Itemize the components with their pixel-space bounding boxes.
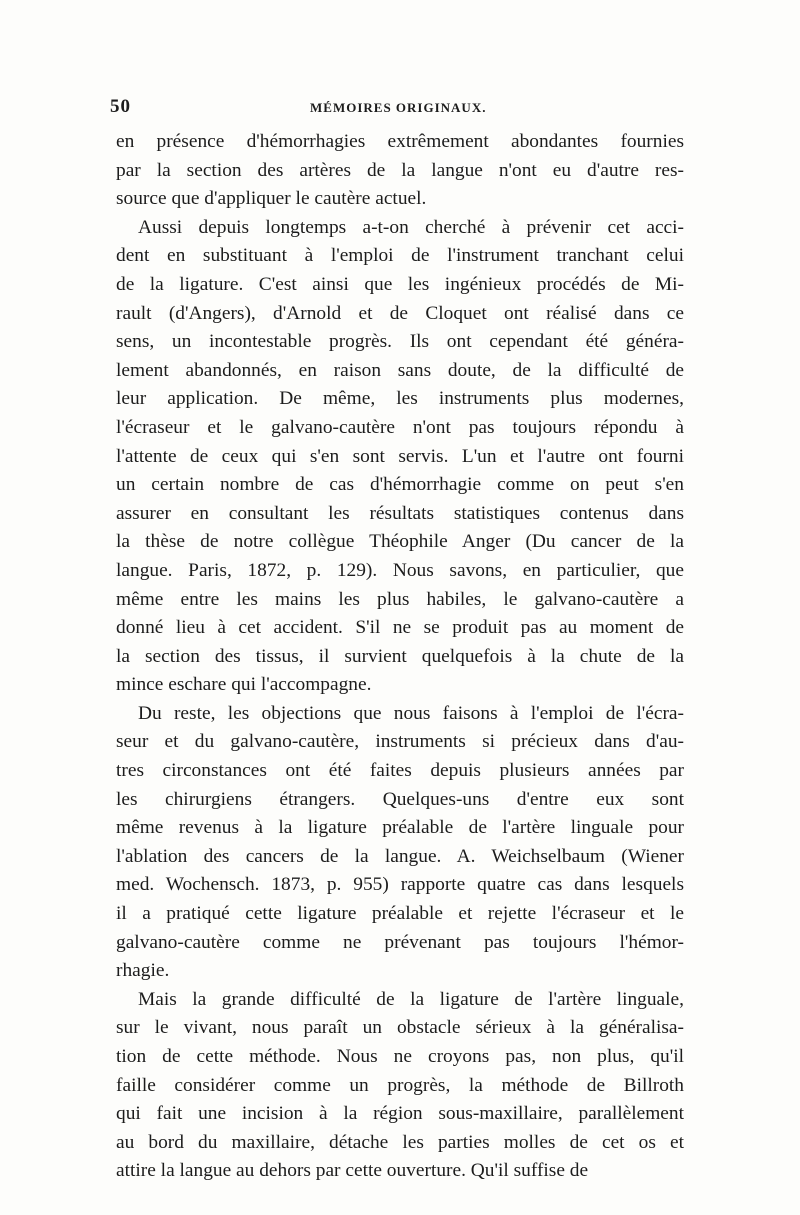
text-line: seur et du galvano-cautère, instruments si précieux dans d'au- — [116, 731, 684, 753]
text-line: il a pratiqué cette ligature préalable et rejette l'écraseur et le — [116, 903, 684, 925]
text-line: même entre les mains les plus habiles, le galvano-cautère a — [116, 588, 684, 610]
running-title: MÉMOIRES ORIGINAUX. — [310, 100, 487, 115]
text-line: sur le vivant, nous paraît un obstacle sérieux à la généralisa- — [116, 1017, 684, 1039]
text-line: rhagie. — [116, 960, 170, 982]
text-line: donné lieu à cet accident. S'il ne se produit pas au moment de — [116, 617, 684, 639]
text-line: med. Wochensch. 1873, p. 955) rapporte quatre cas dans lesquels — [116, 874, 684, 896]
text-line: tion de cette méthode. Nous ne croyons pas, non plus, qu'il — [116, 1046, 684, 1067]
text-line: galvano-cautère comme ne prévenant pas toujours l'hémor- — [116, 931, 684, 953]
text-line: assurer en consultant les résultats statistiques contenus dans — [116, 502, 684, 524]
text-line: au bord du maxillaire, détache les parties molles de cet os et — [116, 1131, 684, 1153]
paragraph — [116, 986, 684, 1186]
text-line: en présence d'hémorrhagies extrêmement abondantes fournies — [116, 131, 684, 152]
text-line: Mais la grande difficulté de la ligature de l'artère linguale, — [138, 988, 684, 1010]
text-line: langue. Paris, 1872, p. 129). Nous savons, en particulier, que — [116, 559, 684, 581]
page-number: 50 — [110, 96, 131, 117]
text-line: l'écraseur et le galvano-cautère n'ont pas toujours répondu à — [116, 416, 684, 438]
text-line: faille considérer comme un progrès, la méthode de Billroth — [116, 1074, 684, 1096]
text-line: rault (d'Angers), d'Arnold et de Cloquet ont réalisé dans ce — [116, 302, 684, 324]
text-line: Du reste, les objections que nous faisons à l'emploi de l'écra- — [138, 702, 684, 724]
paragraph — [116, 700, 684, 986]
text-line: tres circonstances ont été faites depuis plusieurs années par — [116, 760, 684, 782]
text-line: les chirurgiens étrangers. Quelques-uns d'entre eux sont — [116, 788, 684, 810]
text-line: qui fait une incision à la région sous-maxillaire, parallèlement — [116, 1103, 684, 1125]
text-line: la section des tissus, il survient quelquefois à la chute de la — [116, 645, 684, 667]
text-line: la thèse de notre collègue Théophile Anger (Du cancer de la — [116, 531, 684, 553]
text-line: attire la langue au dehors par cette ouverture. Qu'il suffise de — [116, 1160, 589, 1182]
text-line: leur application. De même, les instruments plus modernes, — [116, 388, 684, 410]
text-line: dent en substituant à l'emploi de l'instrument tranchant celui — [116, 245, 684, 267]
text-line: sens, un incontestable progrès. Ils ont cependant été généra- — [116, 331, 684, 353]
text-line: mince eschare qui l'accompagne. — [116, 674, 372, 696]
paragraph — [116, 128, 684, 214]
page-header — [110, 96, 690, 124]
body-text — [116, 128, 684, 1186]
text-line: l'ablation des cancers de la langue. A. Weichselbaum (Wiener — [116, 845, 684, 867]
text-line: de la ligature. C'est ainsi que les ingénieux procédés de Mi- — [116, 273, 684, 295]
text-line: même revenus à la ligature préalable de l'artère linguale pour — [116, 817, 684, 839]
text-line: Aussi depuis longtemps a-t-on cherché à prévenir cet acci- — [138, 216, 684, 238]
text-line: source que d'appliquer le cautère actuel. — [116, 188, 427, 210]
text-line: un certain nombre de cas d'hémorrhagie comme on peut s'en — [116, 474, 684, 496]
paragraph — [116, 214, 684, 700]
text-line: l'attente de ceux qui s'en sont servis. L'un et l'autre ont fourni — [116, 445, 684, 467]
text-line: lement abandonnés, en raison sans doute, de la difficulté de — [116, 359, 684, 381]
text-line: par la section des artères de la langue n'ont eu d'autre res- — [116, 159, 684, 181]
